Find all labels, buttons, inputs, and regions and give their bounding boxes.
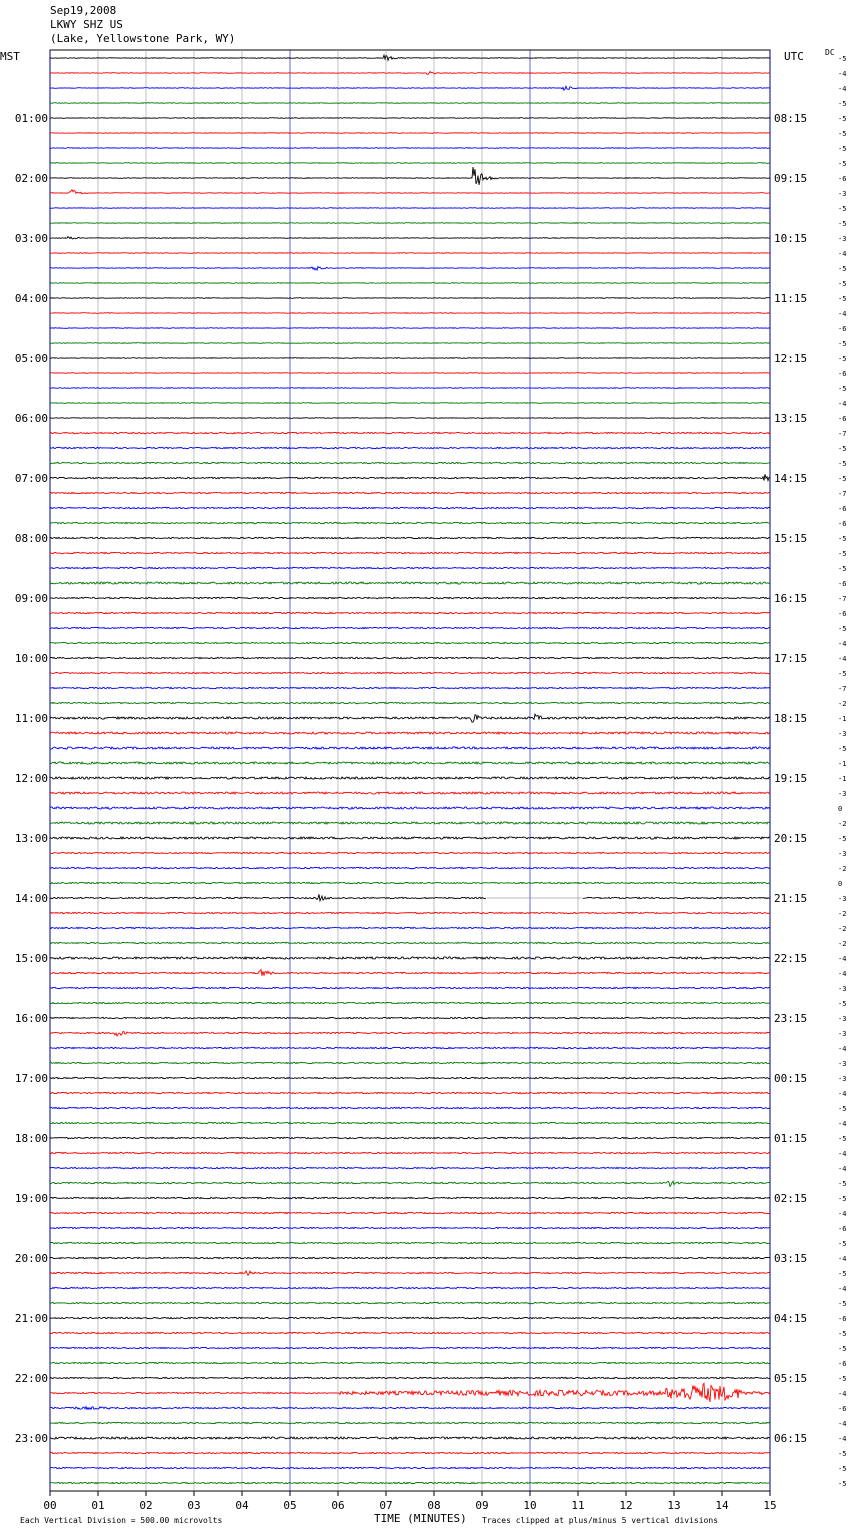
mst-hour-label: 07:00 <box>14 472 48 485</box>
x-tick-label: 00 <box>43 1499 57 1512</box>
mst-hour-label: 11:00 <box>14 712 48 725</box>
trace-row-75 <box>50 1181 770 1186</box>
mst-label: MST <box>0 50 20 63</box>
trace-row-47 <box>50 762 770 764</box>
dc-offset-label: -7 <box>838 595 847 603</box>
trace-row-26 <box>50 447 770 448</box>
dc-offset-label: -5 <box>838 670 847 678</box>
utc-hour-label: 23:15 <box>774 1012 808 1025</box>
dc-offset-label: -5 <box>838 205 847 213</box>
trace-row-85 <box>50 1332 770 1333</box>
trace-row-31 <box>50 522 770 523</box>
trace-row-12 <box>50 237 770 239</box>
trace-row-91 <box>50 1422 770 1423</box>
dc-offset-label: -1 <box>838 715 847 723</box>
dc-offset-label: -5 <box>838 1300 847 1308</box>
dc-offset-label: -4 <box>838 1090 847 1098</box>
x-tick-label: 15 <box>763 1499 777 1512</box>
dc-offset-label: -6 <box>838 415 847 423</box>
utc-hour-label: 21:15 <box>774 892 808 905</box>
x-tick-label: 13 <box>667 1499 681 1512</box>
dc-offset-label: -6 <box>838 370 847 378</box>
utc-hour-label: 05:15 <box>774 1372 808 1385</box>
trace-row-17 <box>50 313 770 314</box>
mst-hour-label: 20:00 <box>14 1252 48 1265</box>
trace-row-61 <box>50 970 770 976</box>
header-date: Sep19,2008 <box>50 4 117 17</box>
trace-row-3 <box>50 103 770 104</box>
trace-row-21 <box>50 373 770 374</box>
mst-hour-label: 05:00 <box>14 352 48 365</box>
trace-row-80 <box>50 1257 770 1258</box>
utc-hour-label: 06:15 <box>774 1432 808 1445</box>
dc-offset-label: -3 <box>838 1075 847 1083</box>
dc-offset-label: -2 <box>838 940 847 948</box>
dc-offset-label: -3 <box>838 1060 847 1068</box>
dc-offset-label: -4 <box>838 955 847 963</box>
utc-hour-label: 00:15 <box>774 1072 808 1085</box>
dc-label: DC <box>825 48 835 57</box>
trace-row-90 <box>50 1407 770 1410</box>
mst-hour-label: 08:00 <box>14 532 48 545</box>
trace-row-78 <box>50 1227 770 1228</box>
trace-row-25 <box>50 432 770 433</box>
dc-offset-label: -3 <box>838 895 847 903</box>
dc-offset-label: -4 <box>838 1420 847 1428</box>
trace-row-64 <box>50 1017 770 1018</box>
utc-hour-label: 16:15 <box>774 592 808 605</box>
mst-hour-label: 01:00 <box>14 112 48 125</box>
dc-offset-label: -5 <box>838 1135 847 1143</box>
trace-row-59 <box>50 942 770 943</box>
trace-row-94 <box>50 1467 770 1468</box>
dc-offset-label: -5 <box>838 160 847 168</box>
dc-offset-label: -3 <box>838 850 847 858</box>
dc-offset-label: -2 <box>838 925 847 933</box>
trace-row-30 <box>50 507 770 508</box>
dc-offset-label: -5 <box>838 1345 847 1353</box>
trace-layer <box>50 55 770 1484</box>
trace-row-34 <box>50 567 770 568</box>
mst-hour-label: 16:00 <box>14 1012 48 1025</box>
dc-offset-label: -1 <box>838 760 847 768</box>
trace-row-46 <box>50 747 770 749</box>
dc-offset-label: -4 <box>838 1165 847 1173</box>
trace-row-73 <box>50 1152 770 1153</box>
dc-offset-label: -3 <box>838 790 847 798</box>
x-tick-label: 01 <box>91 1499 105 1512</box>
trace-row-11 <box>50 223 770 224</box>
trace-row-20 <box>50 358 770 359</box>
dc-offset-label: -5 <box>838 1480 847 1488</box>
mst-hour-label: 03:00 <box>14 232 48 245</box>
dc-offset-label: -4 <box>838 1390 847 1398</box>
trace-row-69 <box>50 1092 770 1093</box>
dc-offset-label: -5 <box>838 1105 847 1113</box>
trace-row-1 <box>50 72 770 75</box>
clip-note: Traces clipped at plus/minus 5 vertical divisions <box>482 1516 719 1525</box>
trace-row-4 <box>50 118 770 119</box>
dc-offset-label: -5 <box>838 1465 847 1473</box>
utc-label: UTC <box>784 50 804 63</box>
trace-row-5 <box>50 133 770 134</box>
dc-offset-label: -5 <box>838 55 847 63</box>
mst-hour-label: 04:00 <box>14 292 48 305</box>
dc-offset-label: -4 <box>838 1435 847 1443</box>
trace-row-15 <box>50 283 770 284</box>
dc-offset-label: -4 <box>838 1150 847 1158</box>
trace-row-2 <box>50 86 770 90</box>
trace-row-66 <box>50 1047 770 1048</box>
trace-row-89 <box>50 1383 770 1402</box>
dc-offset-label: -5 <box>838 100 847 108</box>
trace-row-82 <box>50 1287 770 1288</box>
utc-hour-label: 13:15 <box>774 412 808 425</box>
mst-hour-label: 17:00 <box>14 1072 48 1085</box>
mst-hour-label: 15:00 <box>14 952 48 965</box>
trace-row-76 <box>50 1197 770 1198</box>
dc-offset-label: -5 <box>838 745 847 753</box>
dc-offset-label: -4 <box>838 85 847 93</box>
trace-row-37 <box>50 612 770 613</box>
trace-row-65 <box>50 1032 770 1037</box>
dc-offset-label: -4 <box>838 250 847 258</box>
trace-row-23 <box>50 403 770 404</box>
trace-row-29 <box>50 492 770 493</box>
x-tick-label: 05 <box>283 1499 297 1512</box>
trace-row-95 <box>50 1482 770 1483</box>
x-tick-layer <box>43 1491 776 1512</box>
dc-offset-label: -3 <box>838 1015 847 1023</box>
utc-hour-label: 10:15 <box>774 232 808 245</box>
trace-row-8 <box>50 167 770 185</box>
trace-row-44 <box>50 714 770 722</box>
dc-offset-label: -4 <box>838 1120 847 1128</box>
trace-row-16 <box>50 298 770 299</box>
x-axis-title: TIME (MINUTES) <box>374 1512 467 1525</box>
dc-offset-label: -3 <box>838 730 847 738</box>
x-tick-label: 12 <box>619 1499 633 1512</box>
dc-offset-label: -5 <box>838 280 847 288</box>
trace-row-52 <box>50 837 770 839</box>
dc-offset-label: -5 <box>838 355 847 363</box>
dc-offset-label: -5 <box>838 460 847 468</box>
x-tick-label: 02 <box>139 1499 153 1512</box>
x-tick-label: 09 <box>475 1499 489 1512</box>
trace-row-35 <box>50 582 770 584</box>
dc-offset-label: -5 <box>838 1330 847 1338</box>
dc-offset-label: -5 <box>838 340 847 348</box>
trace-row-67 <box>50 1062 770 1063</box>
utc-hour-label: 08:15 <box>774 112 808 125</box>
dc-offset-label: -5 <box>838 1240 847 1248</box>
trace-row-58 <box>50 927 770 928</box>
dc-offset-label: -5 <box>838 475 847 483</box>
trace-row-28 <box>50 474 770 480</box>
dc-offset-label: -5 <box>838 130 847 138</box>
dc-offset-label: -3 <box>838 985 847 993</box>
trace-row-54 <box>50 867 770 868</box>
utc-hour-label: 14:15 <box>774 472 808 485</box>
dc-offset-label: -4 <box>838 655 847 663</box>
mst-hour-label: 18:00 <box>14 1132 48 1145</box>
trace-row-42 <box>50 687 770 688</box>
trace-row-72 <box>50 1137 770 1138</box>
dc-offset-label: 0 <box>838 805 843 813</box>
utc-hour-label: 22:15 <box>774 952 808 965</box>
trace-row-24 <box>50 418 770 419</box>
trace-row-9 <box>50 190 770 194</box>
utc-hour-label: 01:15 <box>774 1132 808 1145</box>
trace-row-88 <box>50 1377 770 1378</box>
dc-offset-label: -4 <box>838 310 847 318</box>
trace-row-27 <box>50 462 770 463</box>
trace-row-74 <box>50 1167 770 1168</box>
trace-row-0 <box>50 55 770 60</box>
dc-offset-label: -6 <box>838 1225 847 1233</box>
trace-row-45 <box>50 732 770 734</box>
trace-row-38 <box>50 627 770 628</box>
dc-offset-label: -4 <box>838 1285 847 1293</box>
trace-row-83 <box>50 1302 770 1303</box>
dc-offset-label: -2 <box>838 700 847 708</box>
dc-offset-label: -4 <box>838 970 847 978</box>
dc-offset-label: -6 <box>838 175 847 183</box>
utc-hour-label: 15:15 <box>774 532 808 545</box>
x-tick-label: 14 <box>715 1499 729 1512</box>
trace-row-93 <box>50 1452 770 1453</box>
utc-hour-label: 18:15 <box>774 712 808 725</box>
dc-offset-label: -5 <box>838 625 847 633</box>
trace-row-43 <box>50 702 770 703</box>
trace-row-55 <box>50 882 770 883</box>
dc-offset-label: -4 <box>838 70 847 78</box>
dc-offset-label: -5 <box>838 565 847 573</box>
dc-offset-label: -5 <box>838 835 847 843</box>
trace-row-60 <box>50 957 770 959</box>
dc-offset-label: -2 <box>838 820 847 828</box>
trace-row-19 <box>50 343 770 344</box>
dc-offset-label: -5 <box>838 220 847 228</box>
dc-offset-label: -6 <box>838 325 847 333</box>
dc-offset-label: 0 <box>838 880 843 888</box>
utc-hour-label: 19:15 <box>774 772 808 785</box>
trace-row-71 <box>50 1122 770 1123</box>
header-location: (Lake, Yellowstone Park, WY) <box>50 32 236 45</box>
dc-offset-label: -5 <box>838 385 847 393</box>
trace-row-70 <box>50 1107 770 1108</box>
trace-row-86 <box>50 1347 770 1348</box>
scale-note: Each Vertical Division = 500.00 microvolts <box>20 1516 223 1525</box>
dc-offset-label: -5 <box>838 550 847 558</box>
dc-offset-label: -6 <box>838 1405 847 1413</box>
trace-row-51 <box>50 822 770 824</box>
trace-row-57 <box>50 912 770 913</box>
trace-row-56 <box>50 894 770 901</box>
dc-offset-label: -3 <box>838 1030 847 1038</box>
x-tick-label: 08 <box>427 1499 441 1512</box>
trace-row-79 <box>50 1242 770 1243</box>
plot-frame <box>50 50 770 1491</box>
trace-row-92 <box>50 1437 770 1439</box>
mst-hour-label: 22:00 <box>14 1372 48 1385</box>
dc-offset-label: -2 <box>838 865 847 873</box>
mst-hour-label: 21:00 <box>14 1312 48 1325</box>
dc-offset-label: -5 <box>838 145 847 153</box>
trace-row-62 <box>50 987 770 988</box>
dc-offset-label: -6 <box>838 505 847 513</box>
dc-offset-label: -6 <box>838 610 847 618</box>
dc-offset-label: -5 <box>838 295 847 303</box>
grid-layer <box>50 50 770 1491</box>
dc-offset-label: -5 <box>838 1450 847 1458</box>
trace-row-18 <box>50 328 770 329</box>
x-tick-label: 06 <box>331 1499 345 1512</box>
dc-offset-label: -5 <box>838 1000 847 1008</box>
x-tick-label: 03 <box>187 1499 201 1512</box>
header-station: LKWY SHZ US <box>50 18 123 31</box>
mst-hour-label: 23:00 <box>14 1432 48 1445</box>
mst-hour-label: 12:00 <box>14 772 48 785</box>
dc-offset-label: -4 <box>838 1210 847 1218</box>
trace-row-41 <box>50 672 770 673</box>
dc-offset-label: -1 <box>838 775 847 783</box>
mst-hour-label: 13:00 <box>14 832 48 845</box>
dc-offset-label: -5 <box>838 1270 847 1278</box>
dc-offset-label: -6 <box>838 1360 847 1368</box>
mst-hour-label: 06:00 <box>14 412 48 425</box>
x-tick-label: 07 <box>379 1499 393 1512</box>
dc-offset-label: -2 <box>838 910 847 918</box>
trace-row-49 <box>50 792 770 794</box>
trace-row-63 <box>50 1002 770 1003</box>
utc-hour-label: 12:15 <box>774 352 808 365</box>
utc-hour-label: 03:15 <box>774 1252 808 1265</box>
dc-offset-label: -7 <box>838 685 847 693</box>
dc-offset-label: -6 <box>838 580 847 588</box>
trace-row-40 <box>50 657 770 658</box>
trace-row-53 <box>50 852 770 853</box>
dc-offset-label: -4 <box>838 400 847 408</box>
trace-row-87 <box>50 1362 770 1363</box>
dc-offset-label: -3 <box>838 190 847 198</box>
x-tick-label: 04 <box>235 1499 249 1512</box>
dc-offset-label: -4 <box>838 1045 847 1053</box>
dc-offset-label: -3 <box>838 235 847 243</box>
utc-hour-label: 09:15 <box>774 172 808 185</box>
mst-hour-label: 10:00 <box>14 652 48 665</box>
trace-row-48 <box>50 777 770 779</box>
dc-offset-label: -4 <box>838 1255 847 1263</box>
trace-row-68 <box>50 1077 770 1078</box>
dc-offset-label: -5 <box>838 1195 847 1203</box>
x-tick-label: 11 <box>571 1499 585 1512</box>
mst-hour-label: 02:00 <box>14 172 48 185</box>
dc-offset-label: -5 <box>838 265 847 273</box>
mst-hour-label: 19:00 <box>14 1192 48 1205</box>
dc-offset-label: -6 <box>838 1315 847 1323</box>
dc-offset-label: -7 <box>838 430 847 438</box>
dc-offset-label: -4 <box>838 640 847 648</box>
dc-offset-label: -7 <box>838 490 847 498</box>
trace-row-33 <box>50 552 770 553</box>
trace-row-84 <box>50 1317 770 1318</box>
trace-row-81 <box>50 1271 770 1275</box>
mst-hour-label: 09:00 <box>14 592 48 605</box>
dc-offset-label: -5 <box>838 1180 847 1188</box>
trace-row-14 <box>50 267 770 270</box>
dc-offset-label: -5 <box>838 445 847 453</box>
dc-offset-label: -6 <box>838 520 847 528</box>
dc-offset-label: -5 <box>838 115 847 123</box>
trace-row-32 <box>50 537 770 538</box>
trace-row-10 <box>50 208 770 209</box>
dc-offset-label: -5 <box>838 1375 847 1383</box>
dc-offset-label: -5 <box>838 535 847 543</box>
trace-row-7 <box>50 163 770 164</box>
x-tick-label: 10 <box>523 1499 537 1512</box>
trace-row-50 <box>50 807 770 809</box>
utc-hour-label: 11:15 <box>774 292 808 305</box>
utc-hour-label: 02:15 <box>774 1192 808 1205</box>
trace-row-13 <box>50 253 770 254</box>
trace-row-39 <box>50 642 770 643</box>
trace-row-22 <box>50 388 770 389</box>
mst-hour-label: 14:00 <box>14 892 48 905</box>
trace-row-77 <box>50 1212 770 1213</box>
utc-hour-label: 04:15 <box>774 1312 808 1325</box>
trace-row-6 <box>50 148 770 149</box>
trace-row-36 <box>50 597 770 598</box>
utc-hour-label: 17:15 <box>774 652 808 665</box>
utc-hour-label: 20:15 <box>774 832 808 845</box>
